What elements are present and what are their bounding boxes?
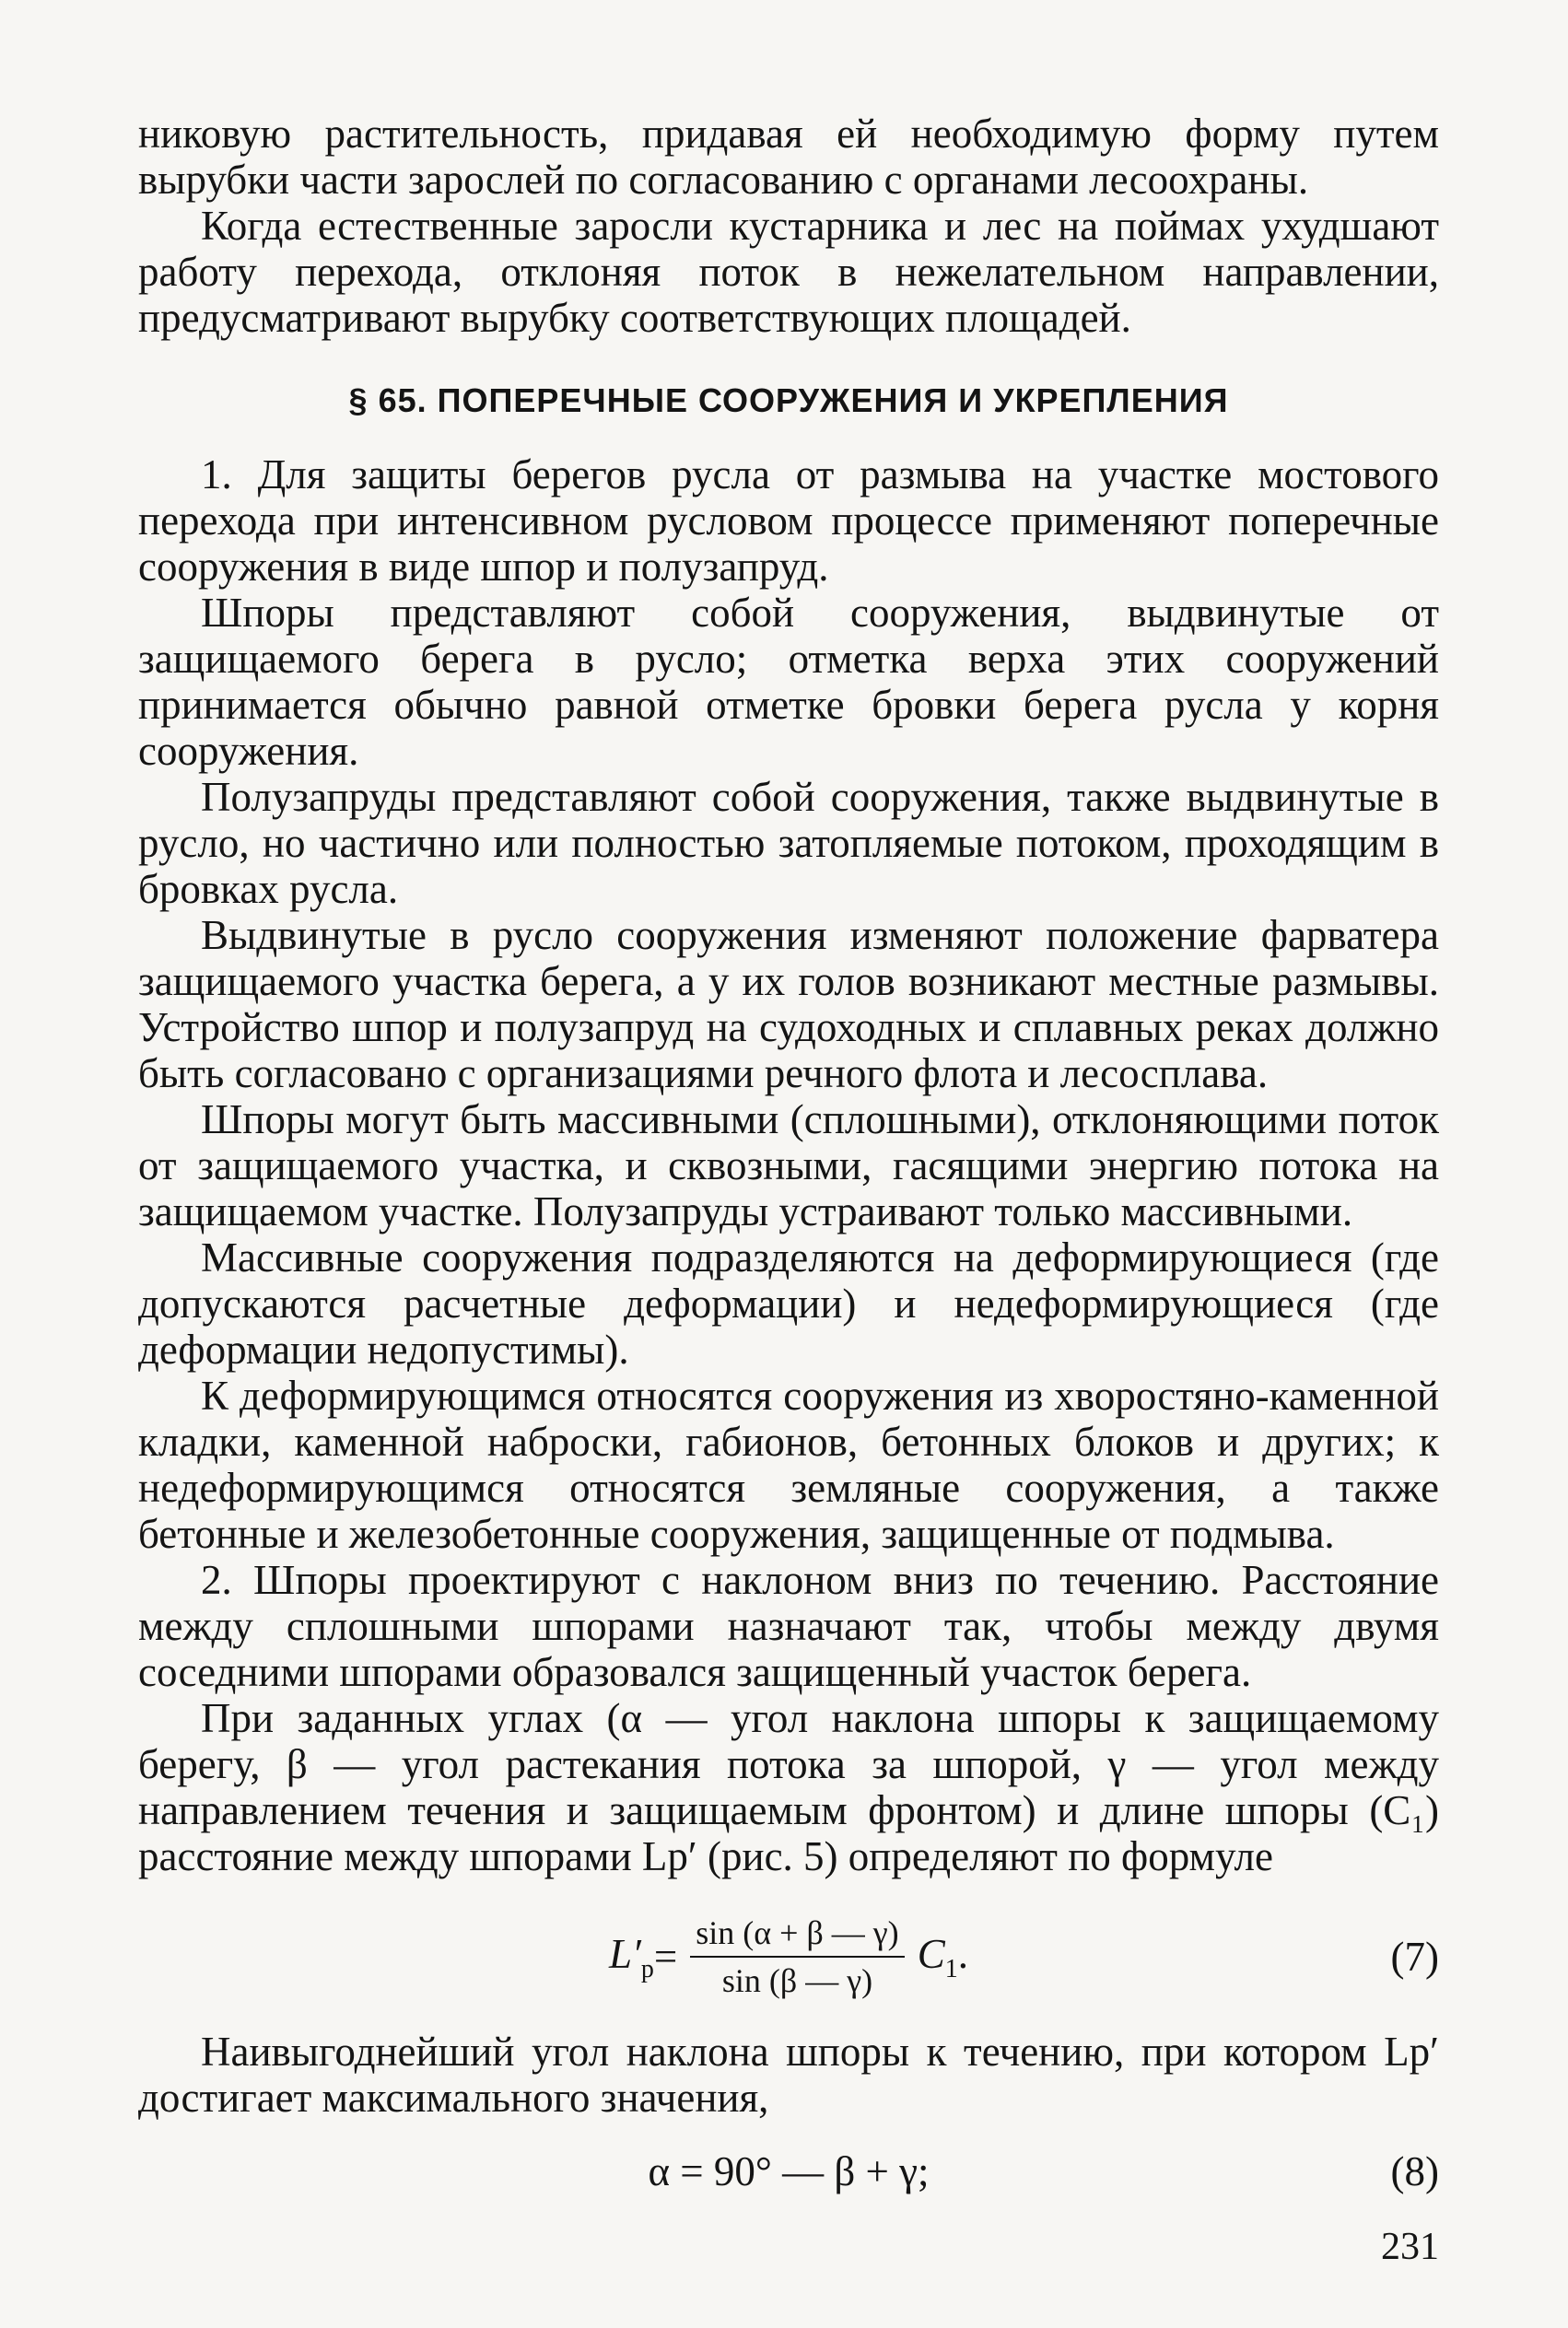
paragraph: 2. Шпоры проектируют с наклоном вниз по течению. Расстояние между сплошными шпорами назначают так, чтобы между двумя соседними шпорами образовался защищенный участок берега. [138,1557,1439,1695]
paragraph: К деформирующимся относятся сооружения из хворостяно-каменной кладки, каменной наброски, габионов, бетонных блоков и других; к недеформирующимся относятся земляные сооружения, а также бетонные и железобетонные сооружения, защищенные от подмыва. [138,1373,1439,1557]
page-number: 231 [1381,2226,1439,2268]
paragraph: Полузапруды представляют собой сооружения, также выдвинутые в русло, но частично или полностью затопляемые потоком, проходящим в бровках русла. [138,774,1439,912]
paragraph: Массивные сооружения подразделяются на деформирующиеся (где допускаются расчетные деформации) и недеформирующиеся (где деформации недопустимы). [138,1234,1439,1373]
text-block [138,111,1439,2207]
formula-denominator: sin (β — γ) [721,1962,873,1999]
formula-numerator: sin (α + β — γ) [690,1913,904,1958]
paragraph: Когда естественные заросли кустарника и лес на поймах ухудшают работу перехода, отклоняя поток в нежелательном направлении, предусматривают вырубку соответствующих площадей. [138,203,1439,341]
equation-number: (7) [1390,1934,1439,1980]
paragraph: Выдвинутые в русло сооружения изменяют положение фарватера защищаемого участка берега, а у их голов возникают местные размывы. Устройство шпор и полузапруд на судоходных и сплавных реках должно быть согласовано с организациями речного флота и лесосплава. [138,912,1439,1096]
equation-number: (8) [1390,2148,1439,2194]
formula-expression: α = 90° — β + γ; [648,2148,930,2194]
paragraph: никовую растительность, придавая ей необходимую форму путем вырубки части зарослей по согласованию с органами лесоохраны. [138,111,1439,203]
paragraph: Шпоры могут быть массивными (сплошными), отклоняющими поток от защищаемого участка, и сквозными, гасящими энергию потока на защищаемом участке. Полузапруды устраивают только массивными. [138,1096,1439,1234]
formula-8 [138,2135,1439,2207]
paragraph: Шпоры представляют собой сооружения, выдвинутые от защищаемого берега в русло; отметка верха этих сооружений принимается обычно равной отметке бровки берега русла у корня сооружения. [138,590,1439,774]
formula-equals: = [653,1934,678,1980]
formula-rhs: $C_1$. [917,1930,968,1983]
formula-fraction [690,1913,904,2000]
paragraph: 1. Для защиты берегов русла от размыва на участке мостового перехода при интенсивном русловом процессе применяют поперечные сооружения в виде шпор и полузапруд. [138,451,1439,590]
section-heading: § 65. ПОПЕРЕЧНЫЕ СООРУЖЕНИЯ И УКРЕПЛЕНИЯ [348,381,1229,419]
formula-lhs: $L'_р$ [609,1930,654,1983]
paragraph: При заданных углах (α — угол наклона шпоры к защищаемому берегу, β — угол растекания потока за шпорой, γ — угол между направлением течения и защищаемым фронтом) и длине шпоры (C₁) расстояние между шпорами Lр′ (рис. 5) определяют по формуле [138,1695,1439,1879]
formula-7 [138,1892,1439,2021]
paragraph: Наивыгоднейший угол наклона шпоры к течению, при котором Lр′ достигает максимального значения, [138,2029,1439,2121]
